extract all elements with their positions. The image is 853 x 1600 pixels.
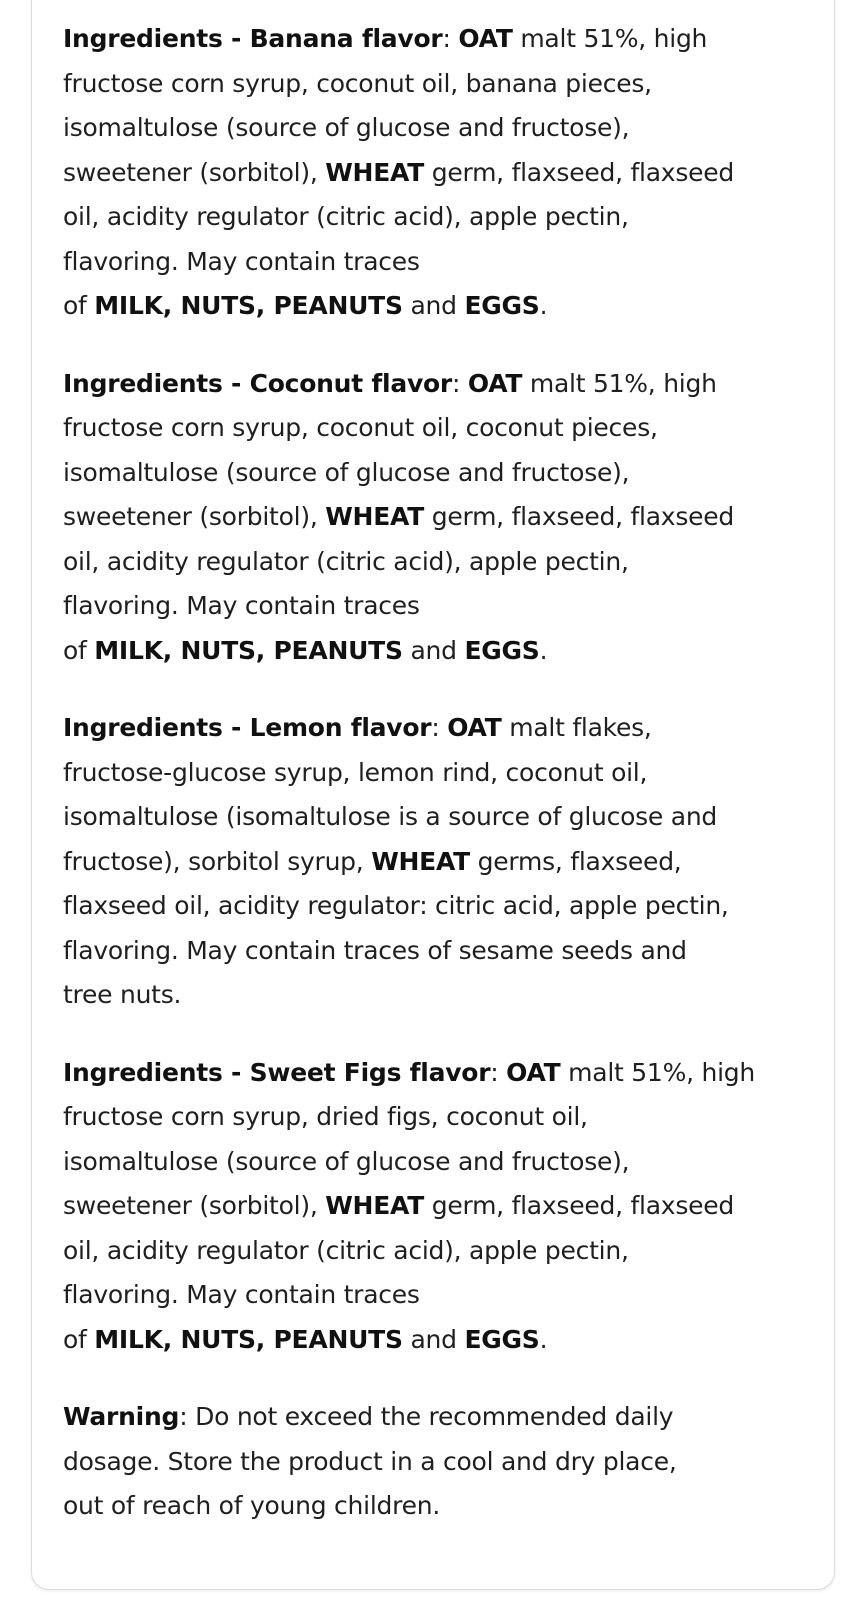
text-segment: germ, flaxseed, flaxseed (424, 502, 734, 531)
text-segment: fructose corn syrup, dried figs, coconut oil, (63, 1102, 588, 1131)
text-segment: flavoring. May contain traces of sesame seeds and (63, 935, 687, 965)
text-segment: fructose), sorbitol syrup, (63, 846, 372, 876)
bold-text-segment: WHEAT (371, 846, 470, 876)
text-segment: : Do not exceed the recommended daily (179, 1402, 674, 1431)
text-segment: flavoring. May contain traces (63, 246, 420, 276)
text-segment: germ, flaxseed, flaxseed (424, 1191, 734, 1220)
text-line (63, 17, 823, 62)
text-segment: isomaltulose (source of glucose and fructose), (63, 1146, 630, 1176)
text-segment: tree nuts. (63, 980, 182, 1009)
text-segment: oil, acidity regulator (citric acid), apple pectin, (63, 202, 629, 231)
text-line (63, 1440, 823, 1485)
text-segment: isomaltulose (source of glucose and fructose), (63, 113, 630, 142)
text-segment: sweetener (sorbitol), (63, 502, 326, 531)
text-segment: oil, acidity regulator (citric acid), apple pectin, (63, 546, 629, 576)
text-segment: isomaltulose (source of glucose and fructose), (63, 457, 630, 487)
bold-text-segment: MILK, NUTS, PEANUTS (94, 291, 403, 320)
text-segment: malt flakes, (501, 713, 652, 742)
text-segment: of (63, 1324, 95, 1354)
bold-text-segment: WHEAT (325, 157, 425, 187)
coconut-ingredients-paragraph (63, 362, 823, 674)
text-segment: sweetener (sorbitol), (63, 157, 326, 187)
text-segment: germ, flaxseed, flaxseed (424, 157, 734, 187)
bold-text-segment: OAT (467, 368, 523, 398)
bold-text-segment: MILK, NUTS, PEANUTS (94, 635, 403, 665)
text-line (63, 1395, 823, 1440)
text-line (63, 706, 823, 751)
text-line (63, 840, 823, 885)
text-line (63, 1051, 823, 1096)
text-line (63, 495, 823, 540)
text-segment: : (490, 1057, 507, 1087)
text-line (63, 451, 823, 496)
text-segment: : (431, 713, 448, 742)
text-segment: flavoring. May contain traces (63, 1280, 420, 1309)
text-segment: malt 51%, high (512, 24, 708, 53)
bold-text-segment: EGGS (464, 635, 540, 665)
text-line (63, 1229, 823, 1274)
text-segment: fructose corn syrup, coconut oil, banana pieces, (63, 68, 652, 98)
text-line (63, 1273, 823, 1318)
text-segment: . (539, 635, 548, 665)
text-segment: oil, acidity regulator (citric acid), apple pectin, (63, 1235, 629, 1265)
text-line (63, 106, 823, 151)
text-segment: of (63, 635, 95, 665)
text-line (63, 884, 823, 929)
text-segment: . (539, 1324, 548, 1354)
text-line (63, 929, 823, 974)
lemon-ingredients-paragraph (63, 706, 823, 1018)
text-line (63, 795, 823, 840)
text-segment: and (402, 1324, 465, 1354)
bold-text-segment: OAT (447, 713, 502, 742)
text-segment: of (63, 291, 95, 320)
text-line (63, 284, 823, 329)
banana-ingredients-paragraph (63, 17, 823, 329)
bold-text-segment: WHEAT (325, 1191, 425, 1220)
bold-text-segment: OAT (506, 1057, 561, 1087)
text-segment: and (402, 291, 465, 320)
text-segment: and (402, 635, 465, 665)
text-line (63, 240, 823, 285)
text-segment: . (539, 291, 548, 320)
text-segment: flavoring. May contain traces (63, 591, 420, 620)
text-line (63, 62, 823, 107)
text-segment: fructose-glucose syrup, lemon rind, coconut oil, (63, 757, 648, 787)
text-segment: : (452, 368, 468, 398)
text-line (63, 973, 823, 1018)
text-line (63, 1140, 823, 1185)
ingredients-text-block (63, 17, 823, 1529)
text-line (63, 1318, 823, 1363)
text-segment: malt 51%, high (522, 368, 717, 398)
bold-text-segment: Ingredients - Lemon flavor (63, 713, 432, 742)
text-line (63, 751, 823, 796)
text-line (63, 629, 823, 674)
text-line (63, 406, 823, 451)
text-line (63, 1484, 823, 1529)
text-line (63, 584, 823, 629)
text-segment: germs, flaxseed, (469, 846, 682, 876)
sweet-figs-ingredients-paragraph (63, 1051, 823, 1363)
text-segment: out of reach of young children. (63, 1491, 441, 1520)
text-line (63, 151, 823, 196)
bold-text-segment: Ingredients - Sweet Figs flavor (63, 1057, 491, 1087)
text-segment: isomaltulose (isomaltulose is a source of glucose and (63, 802, 718, 831)
warning-paragraph (63, 1395, 823, 1529)
bold-text-segment: Ingredients - Banana flavor (63, 24, 443, 53)
bold-text-segment: WHEAT (325, 502, 425, 531)
text-segment: malt 51%, high (560, 1057, 755, 1087)
text-line (63, 362, 823, 407)
text-line (63, 1095, 823, 1140)
bold-text-segment: OAT (458, 24, 513, 53)
bold-text-segment: MILK, NUTS, PEANUTS (94, 1324, 403, 1354)
text-segment: fructose corn syrup, coconut oil, coconut pieces, (63, 413, 658, 442)
text-line (63, 540, 823, 585)
text-segment: sweetener (sorbitol), (63, 1191, 326, 1220)
text-segment: : (442, 24, 459, 53)
bold-text-segment: EGGS (464, 291, 540, 320)
text-segment: dosage. Store the product in a cool and dry place, (63, 1446, 677, 1476)
bold-text-segment: EGGS (464, 1324, 540, 1354)
bold-text-segment: Ingredients - Coconut flavor (63, 368, 452, 398)
text-segment: flaxseed oil, acidity regulator: citric acid, apple pectin, (63, 891, 729, 920)
text-line (63, 1184, 823, 1229)
bold-text-segment: Warning (63, 1402, 180, 1431)
text-line (63, 195, 823, 240)
